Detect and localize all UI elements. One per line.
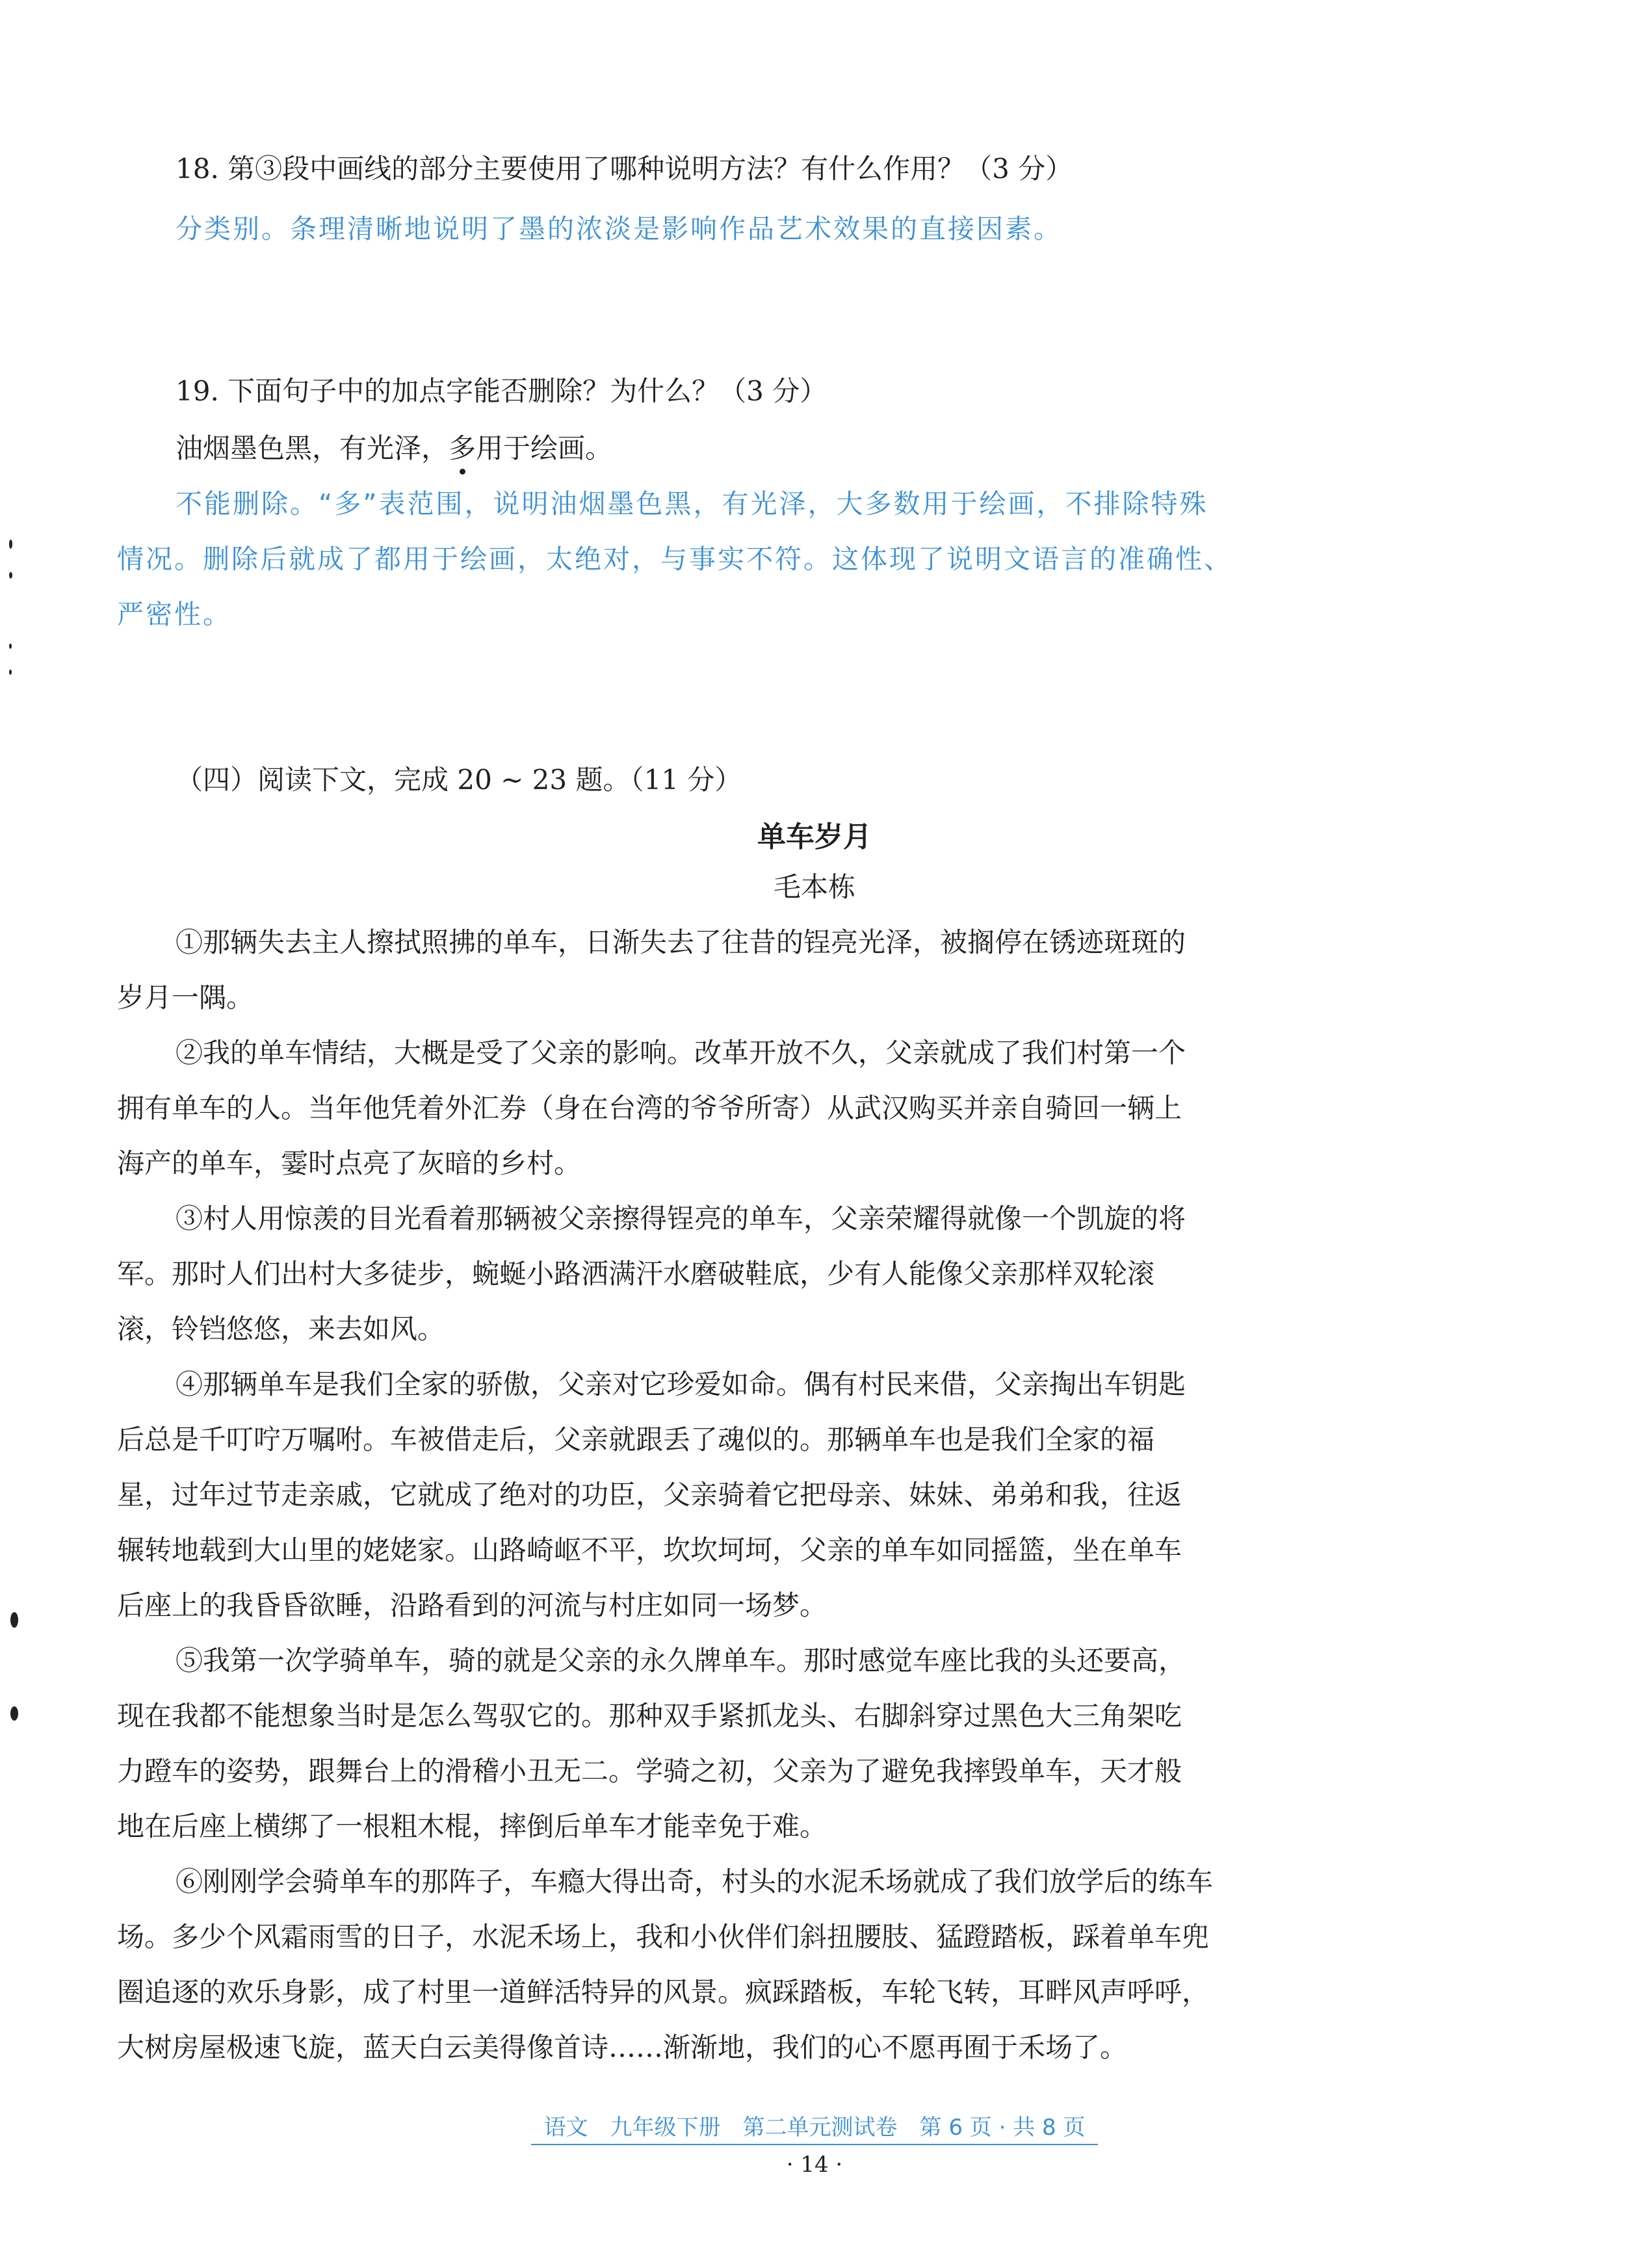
sentence-after: 用于绘画。 bbox=[476, 432, 613, 464]
margin-mark bbox=[9, 644, 12, 649]
paragraph-line: 后总是千叮咛万嘱咐。车被借走后，父亲就跟丢了魂似的。那辆单车也是我们全家的福 bbox=[117, 1424, 1155, 1455]
section-heading: （四）阅读下文，完成 20 ~ 23 题。（11 分） bbox=[176, 764, 742, 796]
paragraph-line: 岁月一隅。 bbox=[117, 982, 254, 1013]
question-18: 18. 第③段中画线的部分主要使用了哪种说明方法？有什么作用？（3 分） bbox=[176, 153, 1073, 185]
answer-18: 分类别。条理清晰地说明了墨的浓淡是影响作品艺术效果的直接因素。 bbox=[176, 213, 1062, 244]
paragraph-line: 滚，铃铛悠悠，来去如风。 bbox=[117, 1313, 445, 1345]
sentence-before: 油烟墨色黑，有光泽， bbox=[176, 432, 449, 464]
footer-label: 语文 九年级下册 第二单元测试卷 第 6 页 · 共 8 页 bbox=[531, 2109, 1099, 2145]
emphasis-dot-icon bbox=[460, 469, 465, 475]
paragraph-line: 地在后座上横绑了一根粗木棍，摔倒后单车才能幸免于难。 bbox=[117, 1810, 828, 1842]
paragraph-line: ②我的单车情结，大概是受了父亲的影响。改革开放不久，父亲就成了我们村第一个 bbox=[176, 1037, 1186, 1069]
paragraph-line: 军。那时人们出村大多徒步，蜿蜒小路洒满汗水磨破鞋底，少有人能像父亲那样双轮滚 bbox=[117, 1258, 1155, 1290]
margin-mark bbox=[9, 540, 12, 549]
question-19-sentence bbox=[176, 429, 1450, 468]
paragraph-line: 大树房屋极速飞旋，蓝天白云美得像首诗……渐渐地，我们的心不愿再囿于禾场了。 bbox=[117, 2031, 1128, 2063]
paragraph-line: 星，过年过节走亲戚，它就成了绝对的功臣，父亲骑着它把母亲、妹妹、弟弟和我，往返 bbox=[117, 1479, 1182, 1511]
paragraph-line: ⑤我第一次学骑单车，骑的就是父亲的永久牌单车。那时感觉车座比我的头还要高， bbox=[176, 1645, 1186, 1676]
margin-mark bbox=[9, 572, 12, 579]
answer-19-line-3: 严密性。 bbox=[117, 599, 231, 630]
paragraph-line: 辗转地载到大山里的姥姥家。山路崎岖不平，坎坎坷坷，父亲的单车如同摇篮，坐在单车 bbox=[117, 1534, 1182, 1566]
paragraph-line: 力蹬车的姿势，跟舞台上的滑稽小丑无二。学骑之初，父亲为了避免我摔毁单车，天才般 bbox=[117, 1755, 1182, 1787]
paragraph-line: ①那辆失去主人擦拭照拂的单车，日渐失去了往昔的锃亮光泽，被搁停在锈迹斑斑的 bbox=[176, 926, 1186, 958]
article-title: 单车岁月 bbox=[757, 820, 872, 854]
margin-mark bbox=[9, 670, 12, 675]
paragraph-line: 海产的单车，霎时点亮了灰暗的乡村。 bbox=[117, 1147, 582, 1179]
article-author: 毛本栋 bbox=[773, 871, 855, 903]
emphasized-word bbox=[449, 429, 476, 468]
paragraph-line: 场。多少个风霜雨雪的日子，水泥禾场上，我和小伙伴们斜扭腰肢、猛蹬踏板，踩着单车兜 bbox=[117, 1921, 1210, 1953]
paragraph-line: ④那辆单车是我们全家的骄傲，父亲对它珍爱如命。偶有村民来借，父亲掏出车钥匙 bbox=[176, 1368, 1186, 1400]
margin-mark bbox=[10, 1612, 18, 1628]
question-19: 19. 下面句子中的加点字能否删除？为什么？（3 分） bbox=[176, 375, 828, 407]
page-footer bbox=[0, 2109, 1629, 2145]
paragraph-line: 现在我都不能想象当时是怎么驾驭它的。那种双手紧抓龙头、右脚斜穿过黑色大三角架吃 bbox=[117, 1700, 1182, 1732]
answer-19-line-1: 不能删除。“多”表范围，说明油烟墨色黑，有光泽，大多数用于绘画，不排除特殊 bbox=[176, 488, 1208, 519]
answer-19-line-2: 情况。删除后就成了都用于绘画，太绝对，与事实不符。这体现了说明文语言的准确性、 bbox=[117, 543, 1232, 575]
paragraph-line: 圈追逐的欢乐身影，成了村里一道鲜活特异的风景。疯踩踏板，车轮飞转，耳畔风声呼呼， bbox=[117, 1976, 1210, 2008]
paragraph-line: 后座上的我昏昏欲睡，沿路看到的河流与村庄如同一场梦。 bbox=[117, 1589, 828, 1621]
paragraph-line: ⑥刚刚学会骑单车的那阵子，车瘾大得出奇，村头的水泥禾场就成了我们放学后的练车 bbox=[176, 1866, 1214, 1897]
emphasized-char: 多 bbox=[449, 432, 476, 464]
margin-mark bbox=[10, 1706, 18, 1721]
paragraph-line: ③村人用惊羡的目光看着那辆被父亲擦得锃亮的单车，父亲荣耀得就像一个凯旋的将 bbox=[176, 1203, 1186, 1234]
paragraph-line: 拥有单车的人。当年他凭着外汇券（身在台湾的爷爷所寄）从武汉购买并亲自骑回一辆上 bbox=[117, 1092, 1182, 1124]
page-number: · 14 · bbox=[786, 2152, 843, 2178]
